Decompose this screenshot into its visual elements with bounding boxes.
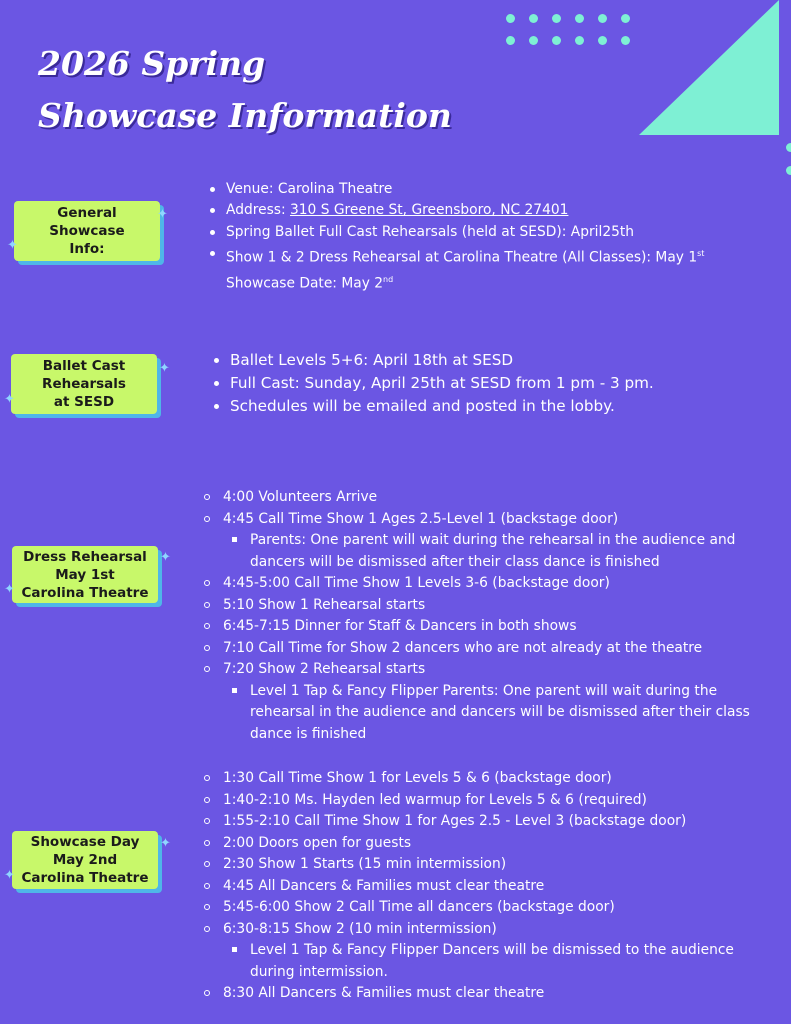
schedule-item: 2:00 Doors open for guests <box>201 833 756 855</box>
schedule-subitem: Level 1 Tap & Fancy Flipper Dancers will be dismissed to the audience during intermission. <box>201 940 756 983</box>
address-link[interactable]: 310 S Greene St, Greensboro, NC 27401 <box>289 202 569 219</box>
label-dress-rehearsal: Dress Rehearsal May 1st Carolina Theatre <box>12 546 158 603</box>
schedule-item: 6:30-8:15 Show 2 (10 min intermission) <box>201 919 756 941</box>
list-item: Schedules will be emailed and posted in the lobby. <box>212 395 772 418</box>
schedule-item: 5:45-6:00 Show 2 Call Time all dancers (backstage door) <box>201 897 756 919</box>
schedule-item: 4:00 Volunteers Arrive <box>201 487 756 509</box>
sparkle-icon: ✦ <box>160 836 171 851</box>
schedule-item: 5:10 Show 1 Rehearsal starts <box>201 595 756 617</box>
schedule-item: 6:45-7:15 Dinner for Staff & Dancers in both shows <box>201 616 756 638</box>
sparkle-icon: ✦ <box>4 868 15 883</box>
decorative-dot <box>786 143 791 152</box>
decorative-dot <box>786 166 791 175</box>
label-general-info: General Showcase Info: <box>14 201 160 261</box>
schedule-item: 1:40-2:10 Ms. Hayden led warmup for Levels 5 & 6 (required) <box>201 790 756 812</box>
showcase-day-schedule <box>201 768 756 1005</box>
schedule-item: 7:10 Call Time for Show 2 dancers who are not already at the theatre <box>201 638 756 660</box>
title-line-1: 2026 Spring <box>38 44 266 83</box>
schedule-item: 2:30 Show 1 Starts (15 min intermission) <box>201 854 756 876</box>
schedule-subitem: Parents: One parent will wait during the rehearsal in the audience and dancers will be dismissed after their class dance is finished <box>201 530 756 573</box>
list-item: Address: 310 S Greene St, Greensboro, NC 27401 <box>208 200 768 221</box>
title-line-2: Showcase Information <box>38 96 452 135</box>
list-item: Full Cast: Sunday, April 25th at SESD from 1 pm - 3 pm. <box>212 372 772 395</box>
schedule-item: 1:55-2:10 Call Time Show 1 for Ages 2.5 - Level 3 (backstage door) <box>201 811 756 833</box>
schedule-item: 7:20 Show 2 Rehearsal starts <box>201 659 756 681</box>
label-showcase-day: Showcase Day May 2nd Carolina Theatre <box>12 831 158 889</box>
schedule-item: 8:30 All Dancers & Families must clear theatre <box>201 983 756 1005</box>
list-item: Ballet Levels 5+6: April 18th at SESD <box>212 349 772 372</box>
sparkle-icon: ✦ <box>159 361 170 376</box>
schedule-item: 1:30 Call Time Show 1 for Levels 5 & 6 (backstage door) <box>201 768 756 790</box>
list-item: Show 1 & 2 Dress Rehearsal at Carolina Theatre (All Classes): May 1st Showcase Date: May 2nd <box>208 243 768 295</box>
schedule-item: 4:45-5:00 Call Time Show 1 Levels 3-6 (backstage door) <box>201 573 756 595</box>
ballet-rehearsals-list <box>212 349 772 419</box>
label-ballet-rehearsals: Ballet Cast Rehearsals at SESD <box>11 354 157 414</box>
list-item: Venue: Carolina Theatre <box>208 179 768 200</box>
schedule-item: 4:45 Call Time Show 1 Ages 2.5-Level 1 (backstage door) <box>201 509 756 531</box>
schedule-subitem: Level 1 Tap & Fancy Flipper Parents: One parent will wait during the rehearsal in the audience and dancers will be dismissed after their class dance is finished <box>201 681 756 746</box>
decorative-dot-grid <box>506 14 646 52</box>
decorative-triangle <box>639 0 791 136</box>
dress-rehearsal-schedule <box>201 487 756 745</box>
sparkle-icon: ✦ <box>160 550 171 565</box>
list-item: Spring Ballet Full Cast Rehearsals (held at SESD): April25th <box>208 222 768 243</box>
sparkle-icon: ✦ <box>4 392 15 407</box>
sparkle-icon: ✦ <box>157 207 168 222</box>
sparkle-icon: ✦ <box>4 582 15 597</box>
page-title <box>38 38 452 142</box>
sparkle-icon: ✦ <box>7 238 18 253</box>
general-info-list <box>208 179 768 295</box>
schedule-item: 4:45 All Dancers & Families must clear theatre <box>201 876 756 898</box>
